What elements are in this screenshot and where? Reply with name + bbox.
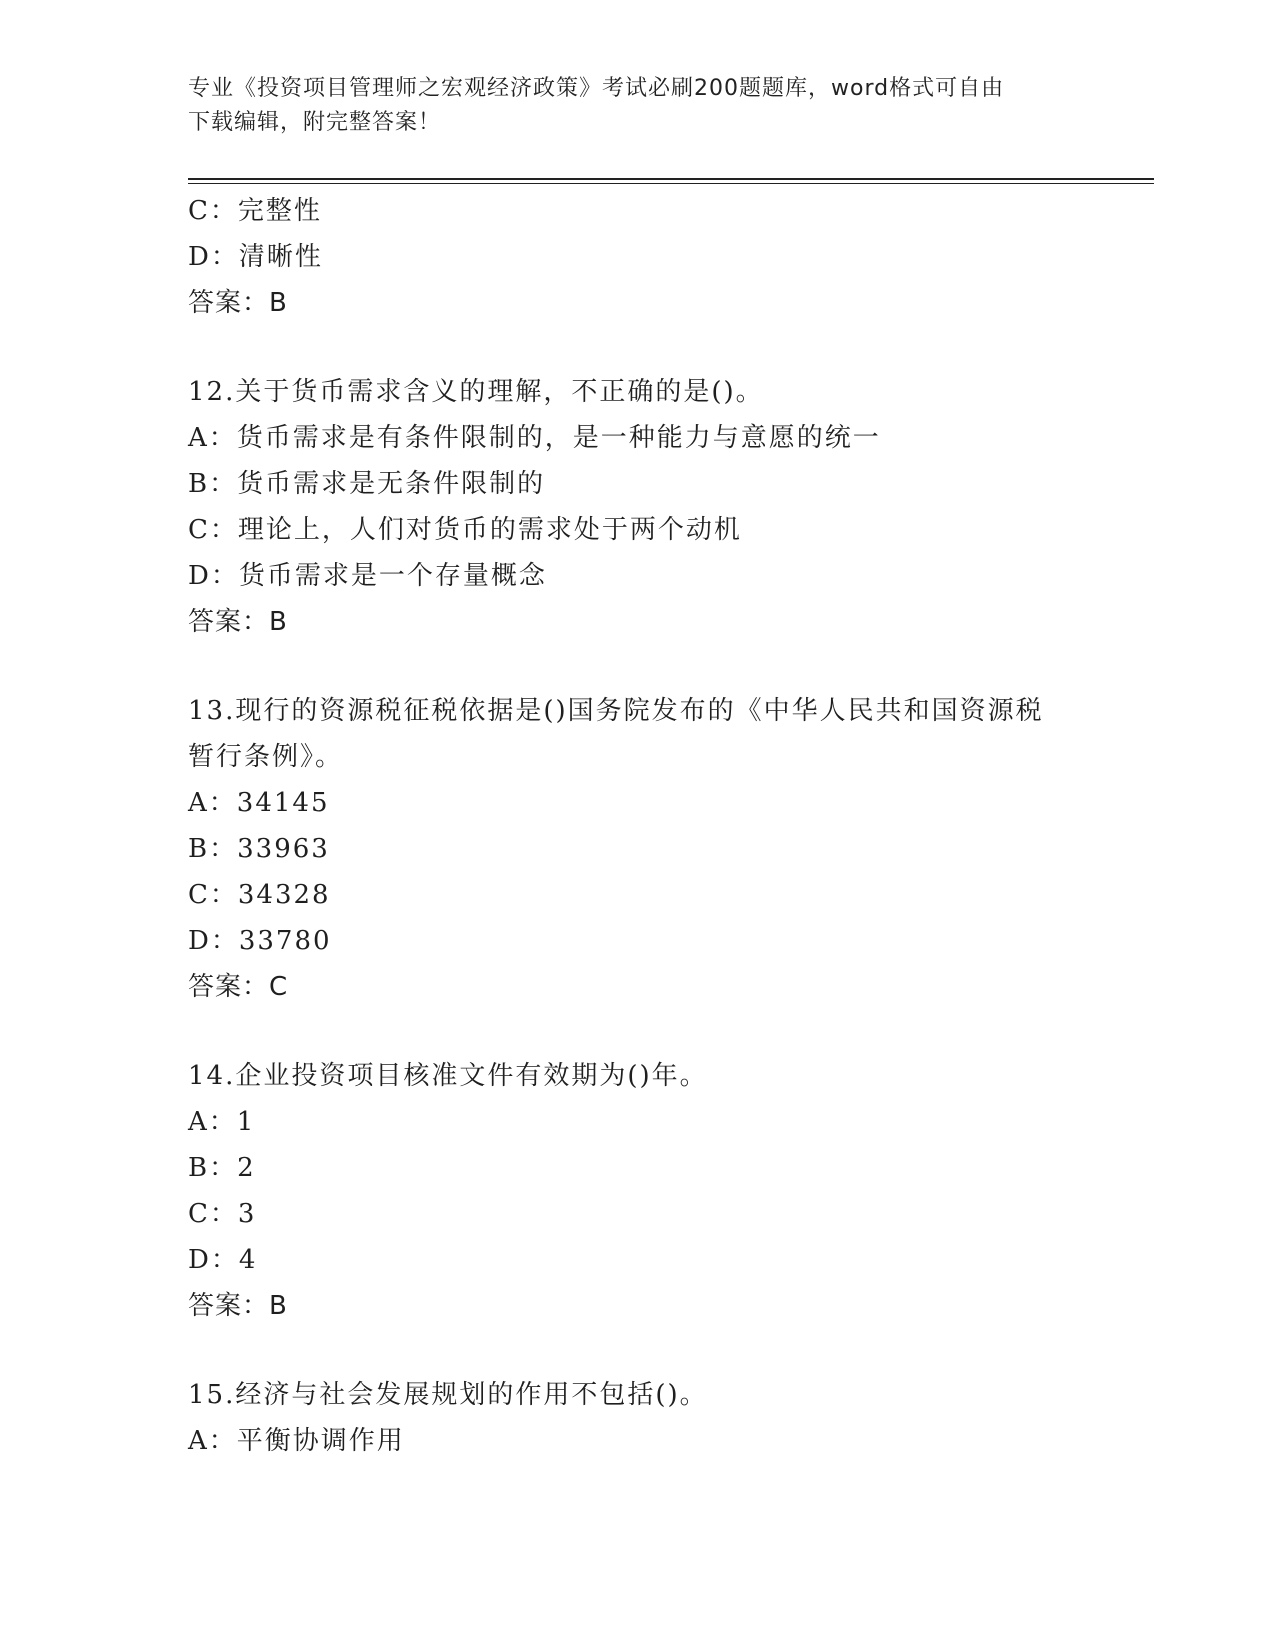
header-rule-thick (188, 178, 1154, 180)
question-block-12 (188, 369, 1088, 645)
option-a: A：1 (188, 1107, 256, 1137)
question-stem: 13.现行的资源税征税依据是()国务院发布的《中华人民共和国资源税 (188, 696, 1044, 726)
answer-line: 答案：C (188, 972, 289, 1002)
option-c: C：理论上，人们对货币的需求处于两个动机 (188, 515, 742, 545)
question-block-11 (188, 188, 1088, 326)
question-block-15 (188, 1372, 1088, 1464)
answer-line: 答案：B (188, 288, 288, 318)
option-a: A：34145 (188, 788, 330, 818)
answer-line: 答案：B (188, 607, 288, 637)
header-line-2: 下载编辑，附完整答案！ (188, 110, 442, 135)
spacer (188, 1329, 1088, 1372)
option-d: D：清晰性 (188, 242, 323, 272)
question-stem: 12.关于货币需求含义的理解，不正确的是()。 (188, 377, 764, 407)
option-c: C：34328 (188, 880, 331, 910)
option-d: D：货币需求是一个存量概念 (188, 561, 547, 591)
spacer (188, 645, 1088, 688)
header-rule-thin (188, 183, 1154, 184)
answer-line: 答案：B (188, 1291, 288, 1321)
question-stem: 15.经济与社会发展规划的作用不包括()。 (188, 1380, 708, 1410)
option-b: B：33963 (188, 834, 330, 864)
option-c: C：3 (188, 1199, 257, 1229)
option-a: A：平衡协调作用 (188, 1426, 405, 1456)
document-header (188, 72, 1088, 140)
question-stem: 14.企业投资项目核准文件有效期为()年。 (188, 1061, 708, 1091)
question-block-14 (188, 1053, 1088, 1329)
spacer (188, 326, 1088, 369)
option-d: D：33780 (188, 926, 332, 956)
question-block-13 (188, 688, 1088, 1010)
question-list (188, 188, 1088, 1464)
question-stem-continued: 暂行条例》。 (188, 742, 344, 772)
option-d: D：4 (188, 1245, 258, 1275)
option-b: B：货币需求是无条件限制的 (188, 469, 546, 499)
option-c: C：完整性 (188, 196, 322, 226)
option-a: A：货币需求是有条件限制的，是一种能力与意愿的统一 (188, 423, 881, 453)
header-line-1: 专业《投资项目管理师之宏观经济政策》考试必刷200题题库，word格式可自由 (188, 76, 1005, 101)
spacer (188, 1010, 1088, 1053)
option-b: B：2 (188, 1153, 256, 1183)
